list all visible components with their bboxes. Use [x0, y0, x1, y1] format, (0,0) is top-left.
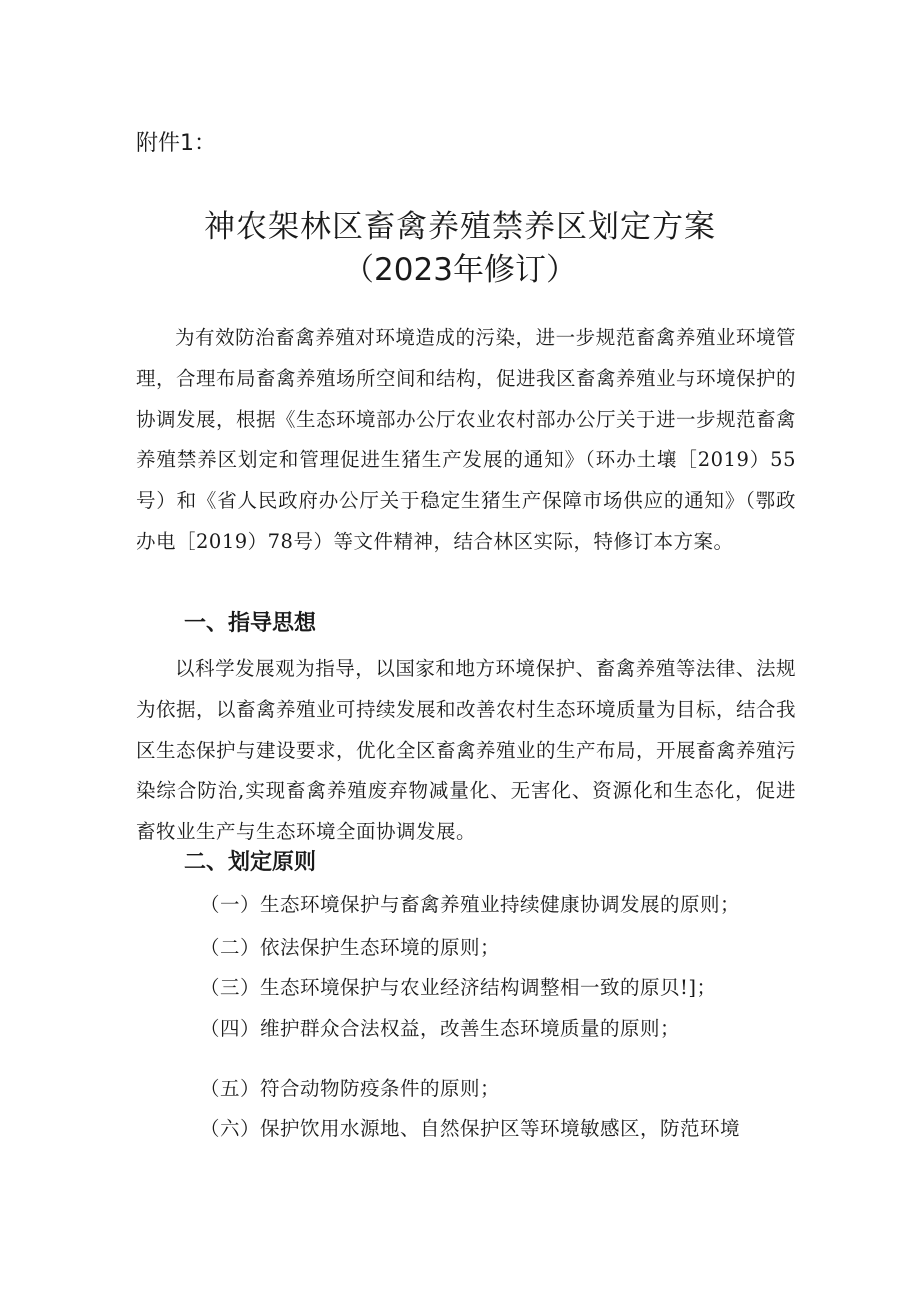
principle-item: （五）符合动物防疫条件的原则；	[200, 1077, 501, 1100]
intro-paragraph: 为有效防治畜禽养殖对环境造成的污染，进一步规范畜禽养殖业环境管理，合理布局畜禽养殖场所空间和结构，促进我区畜禽养殖业与环境保护的协调发展，根据《生态环境部办公厅农业农村部办公厅关于进一步规范畜禽养殖禁养区划定和管理促进生猪生产发展的通知》（环办土壤［2019）55号）和《省人民政府办公厅关于稳定生猪生产保障市场供应的通知》（鄂政办电［2019）78号）等文件精神，结合林区实际，特修订本方案。	[136, 326, 797, 553]
document-subtitle: （2023年修订）	[343, 252, 577, 288]
principle-item: （四）维护群众合法权益，改善生态环境质量的原则；	[200, 1017, 681, 1040]
principle-item: （三）生态环境保护与农业经济结构调整相一致的原贝!]；	[200, 976, 717, 999]
principle-item: （六）保护饮用水源地、自然保护区等环境敏感区，防范环境	[200, 1117, 741, 1140]
section-heading-guiding-ideology: 一、指导思想	[184, 611, 317, 636]
attachment-label: 附件1：	[136, 131, 216, 156]
document-title: 神农架林区畜禽养殖禁养区划定方案	[204, 209, 716, 245]
guiding-ideology-paragraph: 以科学发展观为指导，以国家和地方环境保护、畜禽养殖等法律、法规为依据，以畜禽养殖业可持续发展和改善农村生态环境质量为目标，结合我区生态保护与建设要求，优化全区畜禽养殖业的生产布局，开展畜禽养殖污染综合防治,实现畜禽养殖废弃物减量化、无害化、资源化和生态化，促进畜牧业生产与生态环境全面协调发展。	[136, 657, 797, 844]
principle-item: （二）依法保护生态环境的原则；	[200, 936, 501, 959]
section-heading-principles: 二、划定原则	[184, 850, 317, 875]
principle-item: （一）生态环境保护与畜禽养殖业持续健康协调发展的原则；	[200, 893, 741, 916]
